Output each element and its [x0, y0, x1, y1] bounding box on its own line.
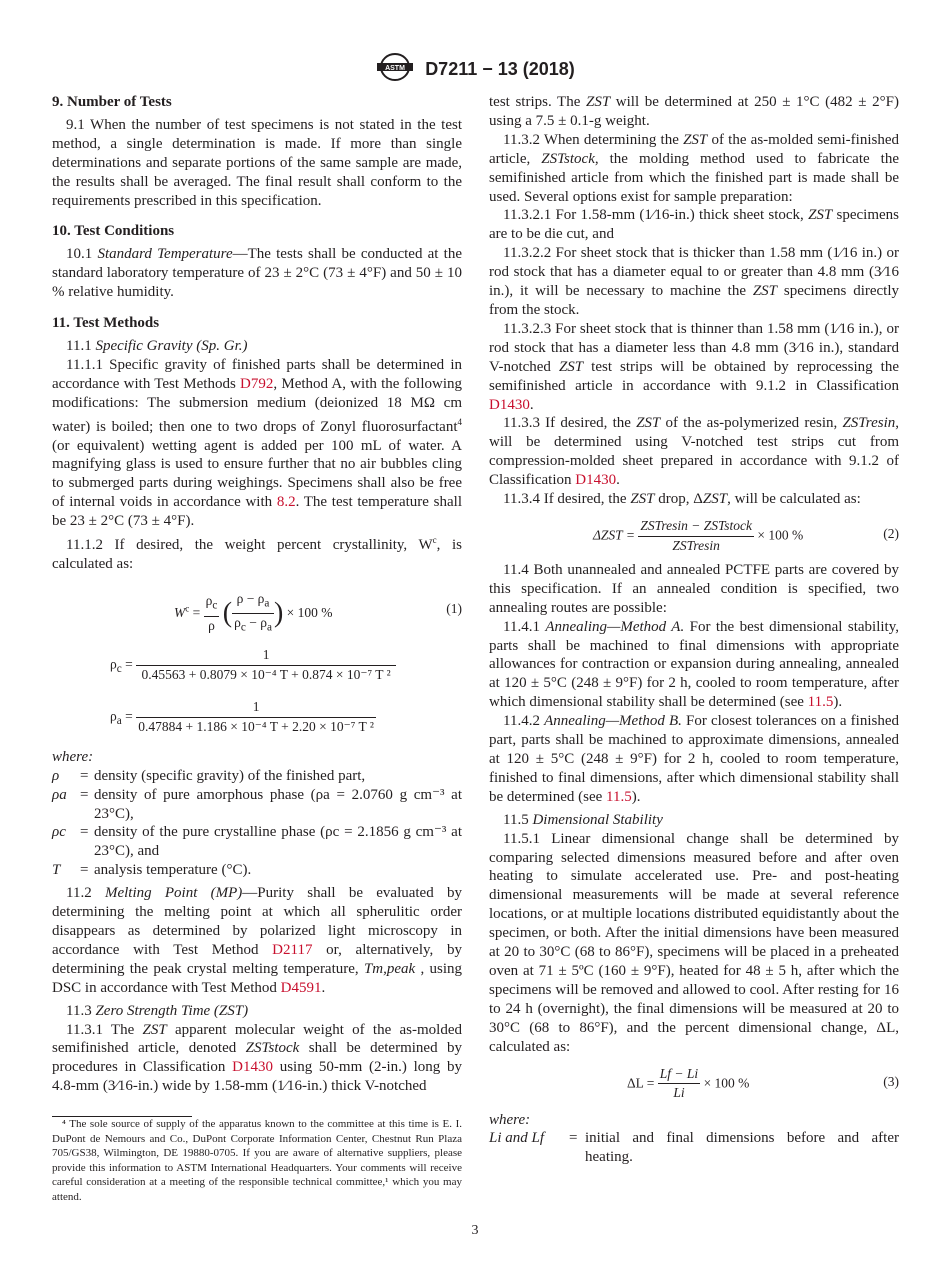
definitions-list [52, 767, 462, 880]
link-d4591[interactable]: D4591 [280, 979, 322, 996]
where-label-2: where: [489, 1111, 531, 1128]
para-continued: test strips. The ZST will be determined at 250 ± 1°C (482 ± 2°F) using a 7.5 ± 0.1-g weight. [489, 94, 899, 129]
definition-item: T = analysis temperature (°C). [52, 862, 252, 879]
para-11-1-1: 11.1.1 Specific gravity of finished parts shall be determined in accordance with Test Methods D792, Method A, with the following modifications: The submersion medium (deionized 18 MΩ cm water) is boiled; then one to two drops of Zonyl fluorosurfactant$^4$ (or equivalent) wetting agent is added per 100 mL of water. A magnifying glass is used to ensure further that no air bubbles cling to submerged parts during weighings. Specimens shall also be free of internal voids in accordance with 8.2. The test temperature shall be 23 ± 2°C (73 ± 4°F). [52, 356, 462, 530]
para-11-3-1: 11.3.1 The ZST apparent molecular weight of the as-molded semifinished article, denoted ZSTstock shall be determined by procedures in Classification D1430 using 50-mm (2-in.) long by 4.8-mm (3⁄16-in.) wide by 1.58-mm (1⁄16-in.) thick V-notched [52, 1021, 463, 1095]
equation-1: $W^c$ = $\frac{\rho_c}{\rho}$ ( $\frac{\rho - \rho_a}{\rho_c - \rho_a}$ ) × 100 % (1) [174, 590, 462, 635]
link-d792[interactable]: D792 [240, 375, 274, 392]
section-11-heading: 11. Test Methods [52, 315, 160, 332]
para-11-3-4: 11.3.4 If desired, the ZST drop, ΔZST, will be calculated as: [503, 491, 861, 508]
svg-text:ASTM: ASTM [385, 65, 406, 72]
link-11-5[interactable]: 11.5 [807, 694, 834, 711]
equation-3: ΔL = $\frac{Lf - Li}{Li}$ × 100 % (3) [627, 1065, 899, 1101]
left-column [52, 93, 462, 1204]
para-11-3-2-3: 11.3.2.3 For sheet stock that is thinner than 1.58 mm (1⁄16 in.), or rod stock that has a diameter less than 4.8 mm (3⁄16 in.), standard V-notched ZST test strips will be obtained by reprocessing the semifinished article in accordance with 9.1.2 in Classification D1430. [489, 320, 900, 413]
right-column [489, 93, 899, 1167]
link-d2117[interactable]: D2117 [272, 941, 313, 958]
equation-rho-a: $\rho_a$ = $\frac{1}{\text{0.47884 + 1.186 × 10⁻⁴ T + 2.20 × 10⁻⁷ T ²}}$ [52, 692, 462, 748]
para-11-4-1: 11.4.1 Annealing—Method A. For the best dimensional stability, parts shall be machined to final dimensions with appropriate allowances for contraction or expansion during annealing, annealed at 120 ± 5°C (248 ± 9°F) for 2 h, cooled to room temperature, after which dimensional stability shall be determined (see 11.5). [489, 618, 899, 711]
para-9-1: 9.1 When the number of test specimens is not stated in the test method, a single determination is made. If more than single determinations and separate portions of the same sample are made, the results shall be averaged. The final result shall conform to the requirements prescribed in this specification. [52, 116, 462, 209]
definition-item: Li and Lf = initial and final dimensions before and after heating. [489, 1130, 899, 1166]
para-11-5-1: 11.5.1 Linear dimensional change shall be determined by comparing selected dimensions measured before and after oven heating to simulate accelerated use. Pre- and post-heating dimensional measurements will be made at several reference locations, or at multiple locations distributed equidistantly about the specimen, or both. After the initial dimensions have been measured at 20 to 30°C (68 to 86°F), specimens will be placed in a preheated oven at 71 ± 5ºC (160 ± 9°F), heated for 48 ± 5 h, after which the specimens will be removed and allowed to cool. After resting for 16 to 24 h (overnight), the final dimensions will be measured at 20 to 30°C (68 to 86°F), and the percent dimensional change, ΔL, calculated as: [489, 830, 899, 1055]
footnote-4: ⁴ The sole source of supply of the apparatus known to the committee at this time is E. I. DuPont de Nemours and Co., DuPont Corporate Information Center, Chestnut Run Plaza 705/GS38, Wilmington, DE 19880-0705. If you are aware of alternative suppliers, please provide this information to ASTM International Headquarters. Your comments will receive careful consideration at a meeting of the responsible technical committee,¹ which you may attend. [52, 1118, 462, 1203]
equation-rho-c: $\rho_c$ = $\frac{1}{\text{0.45563 + 0.8079 × 10⁻⁴ T + 0.874 × 10⁻⁷ T ²}}$ [52, 640, 462, 692]
page-header [0, 52, 950, 87]
section-10-heading: 10. Test Conditions [52, 223, 175, 240]
para-11-1-2: 11.1.2 If desired, the weight percent crystallinity, $W^c$, is calculated as: [52, 535, 462, 572]
link-8-2[interactable]: 8.2 [276, 494, 296, 511]
definition-item: ρ = density (specific gravity) of the finished part, [52, 767, 366, 784]
para-11-3-2-1: 11.3.2.1 For 1.58-mm (1⁄16-in.) thick sheet stock, ZST specimens are to be die cut, and [489, 207, 899, 243]
para-11-1: 11.1 Specific Gravity (Sp. Gr.) [66, 337, 248, 354]
link-d1430[interactable]: D1430 [232, 1059, 273, 1076]
para-11-5: 11.5 Dimensional Stability [503, 811, 663, 828]
link-d1430[interactable]: D1430 [575, 472, 617, 489]
para-10-1: 10.1 Standard Temperature—The tests shall be conducted at the standard laboratory temperature of 23 ± 2°C (73 ± 4°F) and 50 ± 10 % relative humidity. [52, 246, 462, 301]
where-label: where: [52, 748, 94, 765]
para-11-3: 11.3 Zero Strength Time (ZST) [66, 1002, 249, 1019]
page-number: 3 [471, 1223, 479, 1238]
para-11-3-3: 11.3.3 If desired, the ZST of the as-polymerized resin, ZSTresin, will be determined using V-notched test strips cut from compression-molded sheet prepared in accordance with 9.1.2 of Classification D1430. [489, 415, 899, 489]
definition-item: ρa = density of pure amorphous phase (ρa = 2.0760 g cm⁻³ at 23°C), [52, 786, 462, 822]
definition-item: ρc = density of the pure crystalline phase (ρc = 2.1856 g cm⁻³ at 23°C), and [52, 824, 462, 860]
document-designation: D7211 − 13 (2018) [425, 59, 575, 79]
link-11-5[interactable]: 11.5 [606, 788, 632, 805]
para-11-4: 11.4 Both unannealed and annealed PCTFE parts are covered by this specification. If an annealed condition is specified, two annealing routes are possible: [489, 561, 899, 616]
link-d1430[interactable]: D1430 [489, 396, 530, 413]
para-11-2: 11.2 Melting Point (MP)—Purity shall be evaluated by determining the melting point at which all spherulitic order disappears as determined by polarized light microscopy in accordance with Test Method D2117 or, alternatively, by determining the peak crystal melting temperature, Tm,peak , using DSC in accordance with Test Method D4591. [52, 885, 462, 996]
astm-logo-icon [375, 52, 415, 87]
para-11-4-2: 11.4.2 Annealing—Method B. For closest tolerances on a finished part, parts shall be machined to approximate dimensions, annealed at 120 ± 5°C (248 ± 9°F) for 2 h, cooled to room temperature, finished to final dimensions, after which dimensional stability shall be determined (see 11.5). [489, 713, 899, 805]
para-11-3-2-2: 11.3.2.2 For sheet stock that is thicker than 1.58 mm (1⁄16 in.) or rod stock that has a diameter equal to or greater than 4.8 mm (3⁄16 in.), it will be necessary to machine the ZST specimens directly from the stock. [489, 245, 900, 318]
section-9-heading: 9. Number of Tests [52, 94, 172, 110]
para-11-3-2: 11.3.2 When determining the ZST of the as-molded semi-finished article, ZSTstock, the molding method used to fabricate the semifinished article from which the finished part is made shall be used. Several options exist for sample preparation: [489, 131, 899, 205]
equation-2: ΔZST = ZSTresin − ZSTstock ZSTresin × 100 % (2) [593, 517, 899, 553]
